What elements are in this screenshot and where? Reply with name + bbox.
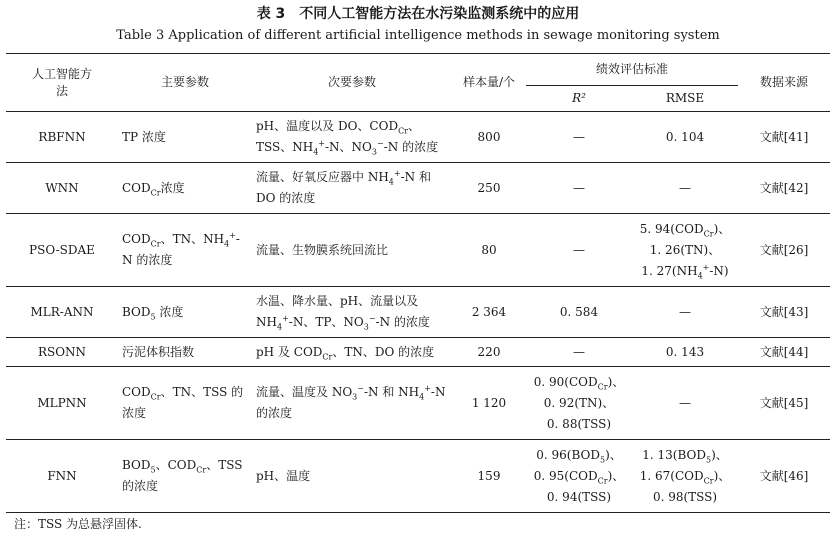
header-method: 人工智能方法 [6, 54, 118, 112]
cell-secondary-param: pH、温度 [252, 440, 452, 513]
table-row [6, 287, 830, 338]
table-row [6, 214, 830, 287]
cell-secondary-param: 水温、降水量、pH、流量以及 $NH_4^+-N$、TP、$NO_3^--N$ 的浓度 [252, 287, 452, 338]
cell-method: MLPNN [6, 367, 118, 440]
cell-rmse: 0. 104 [632, 112, 738, 163]
table-row [6, 367, 830, 440]
header-secondary-param: 次要参数 [252, 54, 452, 112]
cell-r2: — [526, 214, 632, 287]
header-r2: R² [572, 91, 586, 105]
cell-sample-size: 1 120 [452, 367, 526, 440]
cell-r2: — [526, 112, 632, 163]
cell-rmse: — [632, 163, 738, 214]
cell-primary-param: 污泥体积指数 [118, 338, 252, 367]
cell-secondary-param: pH、温度以及 DO、$COD_{Cr}$、TSS、$NH_4^+-N$、$NO_3^--N$ 的浓度 [252, 112, 452, 163]
cell-primary-param: $BOD_5$、$COD_{Cr}$、TSS 的浓度 [118, 440, 252, 513]
cell-sample-size: 220 [452, 338, 526, 367]
cell-sample-size: 159 [452, 440, 526, 513]
table-row [6, 338, 830, 367]
cell-data-source: 文献[44] [738, 338, 830, 367]
cell-sample-size: 800 [452, 112, 526, 163]
cell-primary-param: $COD_{Cr}$浓度 [118, 163, 252, 214]
header-primary-param: 主要参数 [118, 54, 252, 112]
cell-data-source: 文献[42] [738, 163, 830, 214]
table-row [6, 440, 830, 513]
cell-data-source: 文献[41] [738, 112, 830, 163]
cell-data-source: 文献[43] [738, 287, 830, 338]
table-title-english: Table 3 Application of different artificial intelligence methods in sewage monitoring system [116, 28, 720, 43]
cell-method: FNN [6, 440, 118, 513]
cell-r2: 0. $96(BOD_5)$、 0. $95(COD_{Cr})$、 0. 94(TSS) [526, 440, 632, 513]
table-footnote: 注：TSS 为总悬浮固体. [14, 517, 142, 531]
cell-secondary-param: 流量、好氧反应器中 $NH_4^+-N$ 和 DO 的浓度 [252, 163, 452, 214]
cell-data-source: 文献[45] [738, 367, 830, 440]
cell-sample-size: 2 364 [452, 287, 526, 338]
cell-rmse: — [632, 287, 738, 338]
cell-secondary-param: 流量、生物膜系统回流比 [252, 214, 452, 287]
cell-method: MLR-ANN [6, 287, 118, 338]
header-rmse: RMSE [665, 91, 705, 105]
cell-r2: — [526, 163, 632, 214]
cell-sample-size: 250 [452, 163, 526, 214]
cell-secondary-param: 流量、温度及 $NO_3^--N$ 和 $NH_4^+-N$ 的浓度 [252, 367, 452, 440]
cell-primary-param: $BOD_5$ 浓度 [118, 287, 252, 338]
cell-method: PSO-SDAE [6, 214, 118, 287]
cell-data-source: 文献[26] [738, 214, 830, 287]
cell-primary-param: TP 浓度 [118, 112, 252, 163]
cell-method: RSONN [6, 338, 118, 367]
cell-rmse: 0. 143 [632, 338, 738, 367]
cell-rmse: 5. $94(COD_{Cr})$、 1. 26(TN)、 1. $27(NH_4^+-N)$ [632, 214, 738, 287]
table-row [6, 163, 830, 214]
cell-rmse: — [632, 367, 738, 440]
cell-sample-size: 80 [452, 214, 526, 287]
cell-primary-param: $COD_{Cr}$、TN、TSS 的浓度 [118, 367, 252, 440]
table-row [6, 112, 830, 163]
cell-r2: 0. $90(COD_{Cr})$、 0. 92(TN)、 0. 88(TSS) [526, 367, 632, 440]
table-body [6, 112, 830, 513]
cell-r2: — [526, 338, 632, 367]
cell-r2: 0. 584 [526, 287, 632, 338]
cell-secondary-param: pH 及 $COD_{Cr}$、TN、DO 的浓度 [252, 338, 452, 367]
cell-data-source: 文献[46] [738, 440, 830, 513]
cell-method: WNN [6, 163, 118, 214]
cell-rmse: 1. $13(BOD_5)$、 1. $67(COD_{Cr})$、 0. 98(TSS) [632, 440, 738, 513]
header-data-source: 数据来源 [738, 54, 830, 112]
table-title-chinese: 表 3 不同人工智能方法在水污染监测系统中的应用 [256, 6, 580, 22]
cell-primary-param: $COD_{Cr}$、TN、$NH_4^+-N$ 的浓度 [118, 214, 252, 287]
results-table [6, 53, 830, 513]
cell-method: RBFNN [6, 112, 118, 163]
header-performance-metrics: 绩效评估标准 [526, 54, 738, 86]
header-sample-size: 样本量/个 [452, 54, 526, 112]
